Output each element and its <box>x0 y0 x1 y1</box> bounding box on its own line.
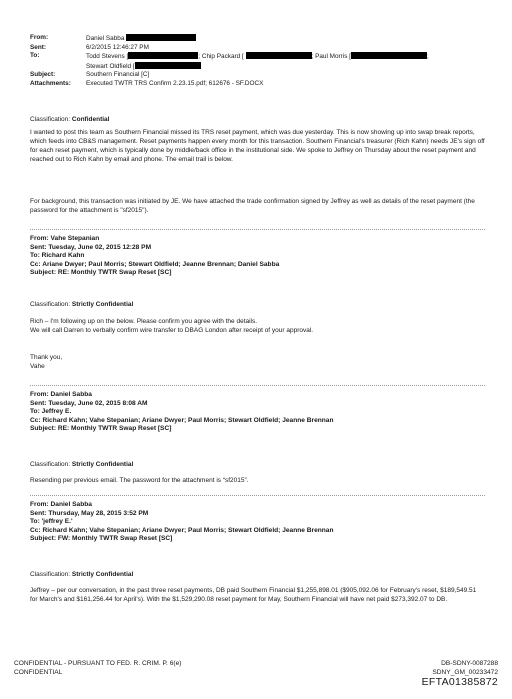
to-row <box>30 52 490 62</box>
from-row <box>30 34 490 44</box>
attachments-label: Attachments: <box>30 79 71 87</box>
message-body: I wanted to post this team as Southern Financial missed its TRS reset payment, which was due yesterday. This is now showing up into swap break reports, which feeds into CB&S management. Reset payments happen every month for this transaction. Southern Financial's treasurer (Rich Kahn) needs JE's sign off for each reset payment, which is typically done by middle/back office in the institutional side. We spoke to Jeffrey on Thursday about the reset payment and reached out to Rich Kahn by email and phone. The email trail is below. <box>30 129 485 164</box>
cc-line: Cc: Richard Kahn; Vahe Stepanian; Ariane Dwyer; Paul Morris; Stewart Oldfield; Jeanne Brennan <box>30 416 334 424</box>
to-name: Stewart Oldfield [ <box>86 62 135 70</box>
to-line: To: Jeffrey E. <box>30 408 72 416</box>
subject-row <box>30 71 490 80</box>
message-body: Jeffrey – per our conversation, in the past three reset payments, DB paid Southern Financial $1,255,898.01 ($905,092.06 for February's reset, $189,549.51 for March's and $161,256.44 for April's). With the $1,529,290.08 reset payment for May, Southern Financial will have net paid $273,392.07 to DB. <box>30 587 477 604</box>
quoted-header <box>30 391 485 434</box>
signature: Thank you, Vahe <box>30 354 63 371</box>
to-line: To: 'jeffrey E.' <box>30 518 73 526</box>
classification-line: Classification: Strictly Confidential <box>30 571 134 578</box>
cc-line: Cc: Ariane Dwyer; Paul Morris; Stewart Oldfield; Jeanne Brennan; Daniel Sabba <box>30 260 280 268</box>
redaction-box <box>126 34 196 41</box>
from-line: From: Daniel Sabba <box>30 501 92 508</box>
redaction-box <box>246 52 312 59</box>
sent-row <box>30 44 490 53</box>
from-label: From: <box>30 34 49 41</box>
message-body: For background, this transaction was initiated by JE. We have attached the trade confirmation signed by Jeffrey as well as details of the reset payment (the password for the attachment is "sf2015"). <box>30 198 475 215</box>
bates-footer: DB-SDNY-0087288 SDNY_GM_00233472 EFTA01385872 <box>421 660 498 689</box>
redaction-box <box>351 52 427 59</box>
sent-value: 6/2/2015 12:46:27 PM <box>86 43 149 51</box>
quoted-header <box>30 501 485 544</box>
to-name: ; Chip Packard [ <box>198 53 244 61</box>
message-body: Resending per previous email. The password for the attachment is “sf2015”. <box>30 477 249 484</box>
subject-line: Subject: FW: Monthly TWTR Swap Reset [SC] <box>30 535 173 543</box>
from-value: Daniel Sabba <box>86 35 125 42</box>
to-line: To: Richard Kahn <box>30 252 85 260</box>
message-body: Rich – I'm following up on the below. Please confirm you agree with the details. We will call Darren to verbally confirm wire transfer to DBAG London after receipt of your approval. <box>30 318 314 335</box>
classification-line: Classification: Strictly Confidential <box>30 461 134 468</box>
to-name: ; <box>426 53 429 61</box>
confidentiality-footer: CONFIDENTIAL - PURSUANT TO FED. R. CRIM. P. 6(e) CONFIDENTIAL <box>14 660 182 676</box>
redaction-box <box>128 52 198 59</box>
subject-line: Subject: RE: Monthly TWTR Swap Reset [SC] <box>30 425 172 433</box>
sent-line: Sent: Tuesday, June 02, 2015 12:28 PM <box>30 243 152 251</box>
redaction-box <box>135 62 201 69</box>
to-label: To: <box>30 52 40 60</box>
email-header <box>30 34 490 89</box>
from-line: From: Vahe Stepanian <box>30 235 100 242</box>
sent-line: Sent: Tuesday, June 02, 2015 8:08 AM <box>30 399 148 407</box>
sent-line: Sent: Thursday, May 28, 2015 3:52 PM <box>30 509 149 517</box>
from-line: From: Daniel Sabba <box>30 391 92 398</box>
divider <box>30 385 485 386</box>
classification-line: Classification: Confidential <box>30 116 110 123</box>
to-name: Todd Stevens [ <box>86 53 129 61</box>
subject-label: Subject: <box>30 71 56 79</box>
classification-line: Classification: Strictly Confidential <box>30 301 134 308</box>
bates-number: EFTA01385872 <box>421 676 498 689</box>
to-name: ; Paul Morris [ <box>311 53 351 61</box>
divider <box>30 229 485 230</box>
attachments-row <box>30 80 490 89</box>
attachments-value: Executed TWTR TRS Confirm 2.23.15.pdf; 612676 - SF.DOCX <box>86 79 264 87</box>
sent-label: Sent: <box>30 43 46 51</box>
to-row-2 <box>30 62 490 72</box>
subject-line: Subject: RE: Monthly TWTR Swap Reset [SC] <box>30 269 172 277</box>
quoted-header <box>30 235 485 278</box>
subject-value: Southern Financial [C] <box>86 71 150 79</box>
divider <box>30 495 485 496</box>
cc-line: Cc: Richard Kahn; Vahe Stepanian; Ariane Dwyer; Paul Morris; Stewart Oldfield; Jeanne Brennan <box>30 526 334 534</box>
